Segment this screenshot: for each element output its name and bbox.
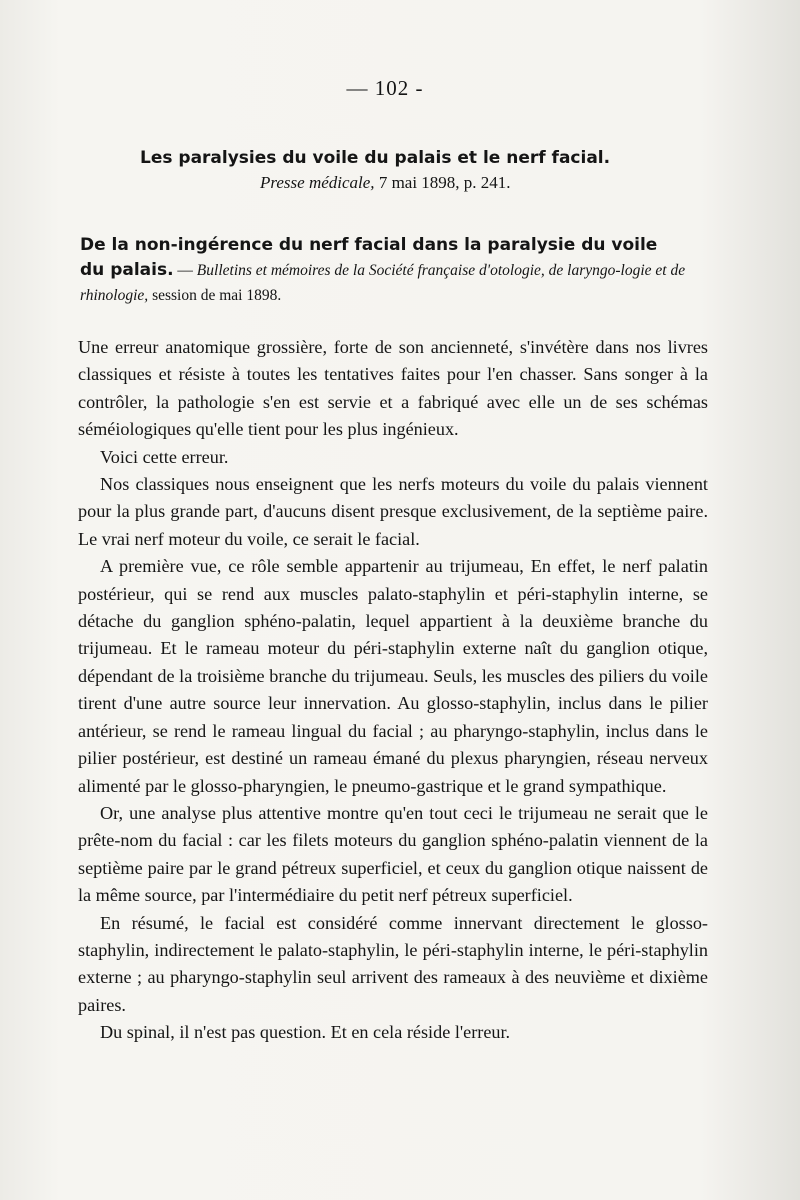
paragraph-7: Du spinal, il n'est pas question. Et en cela réside l'erreur. bbox=[100, 1022, 511, 1043]
reference-2 bbox=[80, 233, 720, 308]
reference-2-title-line1: De la non-ingérence du nerf facial dans la paralysie du voile bbox=[80, 235, 658, 255]
reference-1-journal: Presse médicale, bbox=[260, 173, 375, 192]
reference-2-details: session de mai 1898. bbox=[148, 287, 282, 304]
paragraph-3: Nos classiques nous enseignent que les nerfs moteurs du voile du palais viennent pour la plus grande part, d'aucuns disent presque exclusivement, de la septième paire. Le vrai nerf moteur du voile, ce serait le facial. bbox=[78, 474, 708, 549]
reference-2-rest bbox=[80, 258, 720, 308]
reference-2-journal: Bulletins et mémoires de la Société française d'otologie, de laryngo-logie et de rhinologie, bbox=[80, 262, 686, 304]
reference-2-title-line2: du palais. bbox=[80, 260, 174, 280]
paragraph-2: Voici cette erreur. bbox=[100, 446, 229, 467]
reference-1-title: Les paralysies du voile du palais et le nerf facial. bbox=[140, 148, 611, 168]
paragraph-6: En résumé, le facial est considéré comme innervant directement le glosso-staphylin, indirectement le palato-staphylin, le péri-staphylin interne, le péri-staphylin externe ; au pharyngo-staphylin seul arrivent des rameaux à des neuvième et dixième paires. bbox=[78, 912, 708, 1015]
body-text bbox=[78, 334, 708, 1047]
reference-1-details: 7 mai 1898, p. 241. bbox=[374, 173, 511, 192]
paragraph-5: Or, une analyse plus attentive montre qu'en tout ceci le trijumeau ne serait que le prête-nom du facial : car les filets moteurs du ganglion sphéno-palatin viennent de la septième paire par le grand pétreux superficiel, et ceux du ganglion otique naissent de la même source, par l'intermédiaire du petit nerf pétreux superficiel. bbox=[78, 802, 708, 906]
reference-1-source bbox=[260, 173, 511, 193]
paragraph-4: A première vue, ce rôle semble appartenir au trijumeau, En effet, le nerf palatin postérieur, qui se rend aux muscles palato-staphylin et péri-staphylin interne, se détache du ganglion sphéno-palatin, lequel appartient à la deuxième branche du trijumeau. Et le rameau moteur du péri-staphylin externe naît du ganglion otique, dépendant de la troisième branche du trijumeau. Seuls, les muscles des piliers du voile tirent d'une autre source leur innervation. Au glosso-staphylin, inclus dans le pilier antérieur, se rend le rameau lingual du facial ; au pharyngo-staphylin, inclus dans le pilier postérieur, est destiné un rameau émané du plexus pharyngien, réseau nerveux alimenté par le glosso-pharyngien, le pneumo-gastrique et le grand sympathique. bbox=[78, 556, 708, 796]
paragraph-1: Une erreur anatomique grossière, forte de son ancienneté, s'invétère dans nos livres classiques et résiste à toutes les tentatives faites pour l'en chasser. Sans songer à la contrôler, la pathologie s'en est servie et a fabriqué avec elle un de ses schémas séméiologiques qu'elle tient pour les plus ingénieux. bbox=[78, 337, 708, 440]
reference-2-dash: — bbox=[173, 262, 197, 279]
page-number: — 102 - bbox=[346, 76, 424, 100]
